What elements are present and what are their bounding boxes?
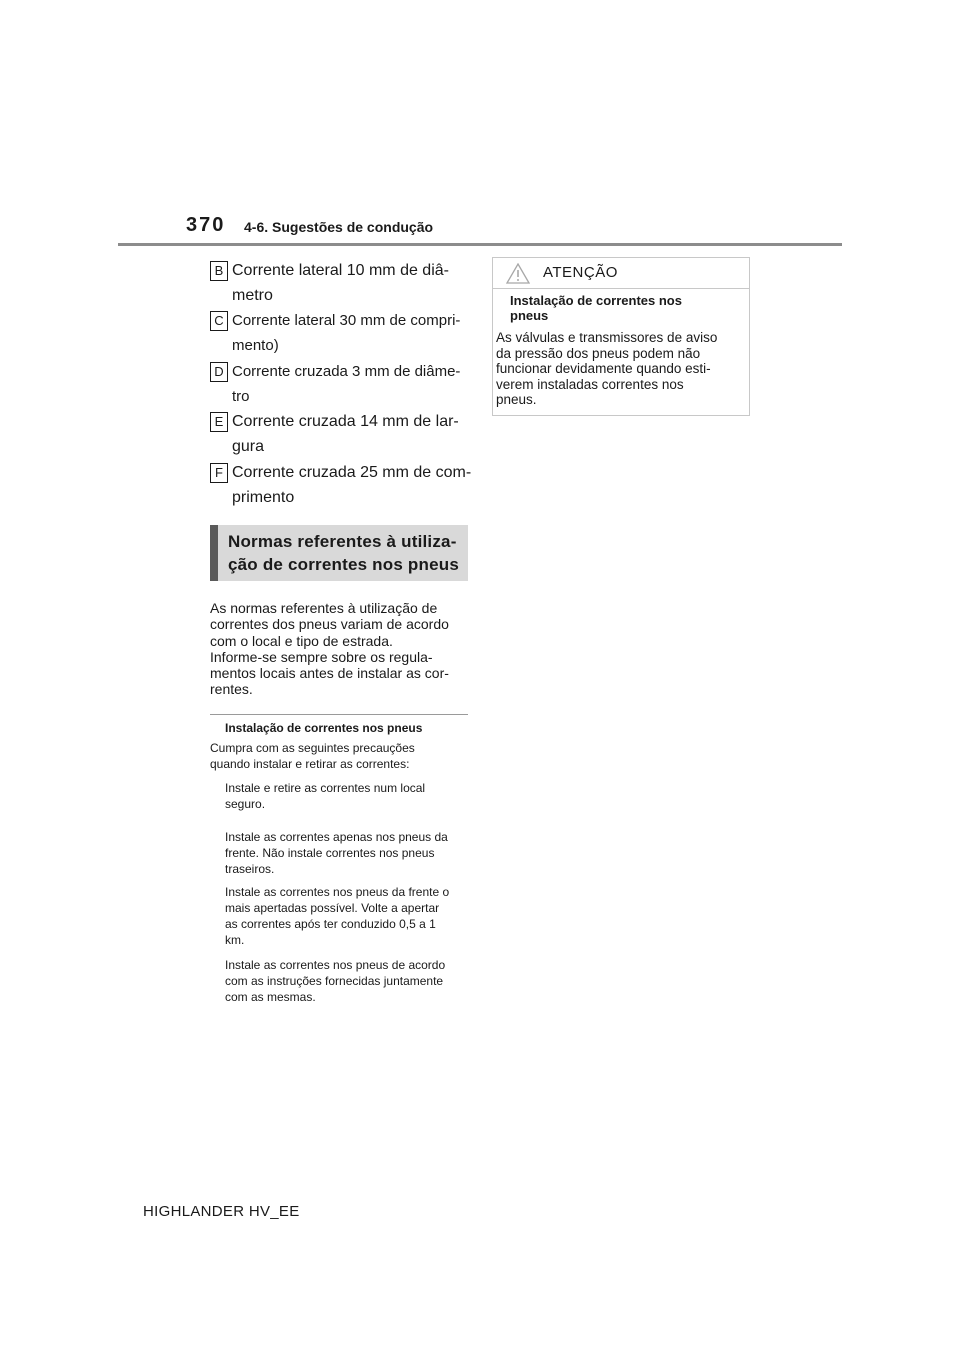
bullet-line: km. xyxy=(225,933,245,947)
paragraph-line: rentes. xyxy=(210,681,253,698)
chain-item-b xyxy=(210,258,472,308)
bullet-line: traseiros. xyxy=(225,862,275,876)
warning-body xyxy=(496,330,746,408)
page-number: 370 xyxy=(186,214,226,236)
paragraph-line: As normas referentes à utilização de xyxy=(210,600,438,616)
chain-item-e xyxy=(210,409,472,459)
letter-label: F xyxy=(210,463,228,483)
body-line: As válvulas e transmissores de aviso xyxy=(496,330,718,345)
paragraph-line: Informe-se sempre sobre os regula- xyxy=(210,648,433,665)
bullet-line: mais apertadas possível. Volte a apertar xyxy=(225,901,440,915)
chain-item-c xyxy=(210,308,472,358)
intro-line: Cumpra com as seguintes precauções xyxy=(210,741,415,755)
body-line: verem instaladas correntes nos xyxy=(496,376,684,392)
subtitle-line: pneus xyxy=(510,308,549,323)
warning-triangle-icon xyxy=(506,263,530,284)
section-title: 4-6. Sugestões de condução xyxy=(244,219,434,235)
bullet-line: seguro. xyxy=(225,797,266,811)
warning-box xyxy=(492,257,750,416)
warning-subtitle xyxy=(510,293,740,323)
letter-label: C xyxy=(210,311,228,331)
chain-item-text: primento xyxy=(232,489,295,506)
subtitle-line: Instalação de correntes nos xyxy=(510,293,682,308)
section-heading xyxy=(210,525,468,581)
chain-item-text: Corrente cruzada 3 mm de diâme- xyxy=(232,363,461,380)
paragraph-line: correntes dos pneus variam de acordo xyxy=(210,616,449,633)
paragraph-line: mentos locais antes de instalar as cor- xyxy=(210,665,449,682)
norms-paragraph xyxy=(210,600,472,698)
paragraph-line: com o local e tipo de estrada. xyxy=(210,632,393,649)
footer-model: HIGHLANDER HV_EE xyxy=(143,1203,300,1220)
install-bullet xyxy=(225,780,470,812)
warning-label: ATENÇÃO xyxy=(543,264,618,281)
intro-line: quando instalar e retirar as correntes: xyxy=(210,756,410,771)
install-bullet xyxy=(225,884,470,948)
bullet-line: Instale e retire as correntes num local xyxy=(225,781,426,795)
bullet-line: Instale as correntes nos pneus de acordo xyxy=(225,958,446,972)
bullet-line: Instale as correntes nos pneus da frente o xyxy=(225,885,450,899)
body-line: funcionar devidamente quando esti- xyxy=(496,361,711,376)
install-title: Instalação de correntes nos pneus xyxy=(225,721,423,735)
install-intro xyxy=(210,741,470,772)
letter-label: D xyxy=(210,362,228,382)
bullet-line: frente. Não instale correntes nos pneus xyxy=(225,846,435,860)
chain-item-text: Corrente lateral 10 mm de diâ- xyxy=(232,262,449,279)
heading-line: Normas referentes à utiliza- xyxy=(228,532,457,551)
chain-item-text: metro xyxy=(232,287,273,304)
bullet-line: as correntes após ter conduzido 0,5 a 1 xyxy=(225,917,436,931)
letter-label: E xyxy=(210,412,228,432)
bullet-line: com as mesmas. xyxy=(225,990,316,1004)
install-bullet xyxy=(225,829,470,877)
chain-item-text: Corrente cruzada 14 mm de lar- xyxy=(232,413,459,430)
chain-item-text: Corrente lateral 30 mm de compri- xyxy=(232,312,461,329)
warning-header xyxy=(493,258,749,289)
chain-item-text: Corrente cruzada 25 mm de com- xyxy=(232,464,472,481)
chain-item-text: tro xyxy=(232,388,250,405)
chain-item-f xyxy=(210,460,472,510)
bullet-line: Instale as correntes apenas nos pneus da xyxy=(225,830,448,844)
header-divider xyxy=(118,243,842,246)
bullet-line: com as instruções fornecidas juntamente xyxy=(225,974,444,988)
chain-item-d xyxy=(210,359,472,409)
body-line: da pressão dos pneus podem não xyxy=(496,345,701,361)
chain-item-text: mento) xyxy=(232,337,279,354)
chain-item-text: gura xyxy=(232,438,265,455)
body-line: pneus. xyxy=(496,392,537,407)
letter-label: B xyxy=(210,261,228,281)
install-divider xyxy=(210,714,468,715)
install-bullet xyxy=(225,957,470,1005)
heading-line: ção de correntes nos pneus xyxy=(228,555,459,574)
